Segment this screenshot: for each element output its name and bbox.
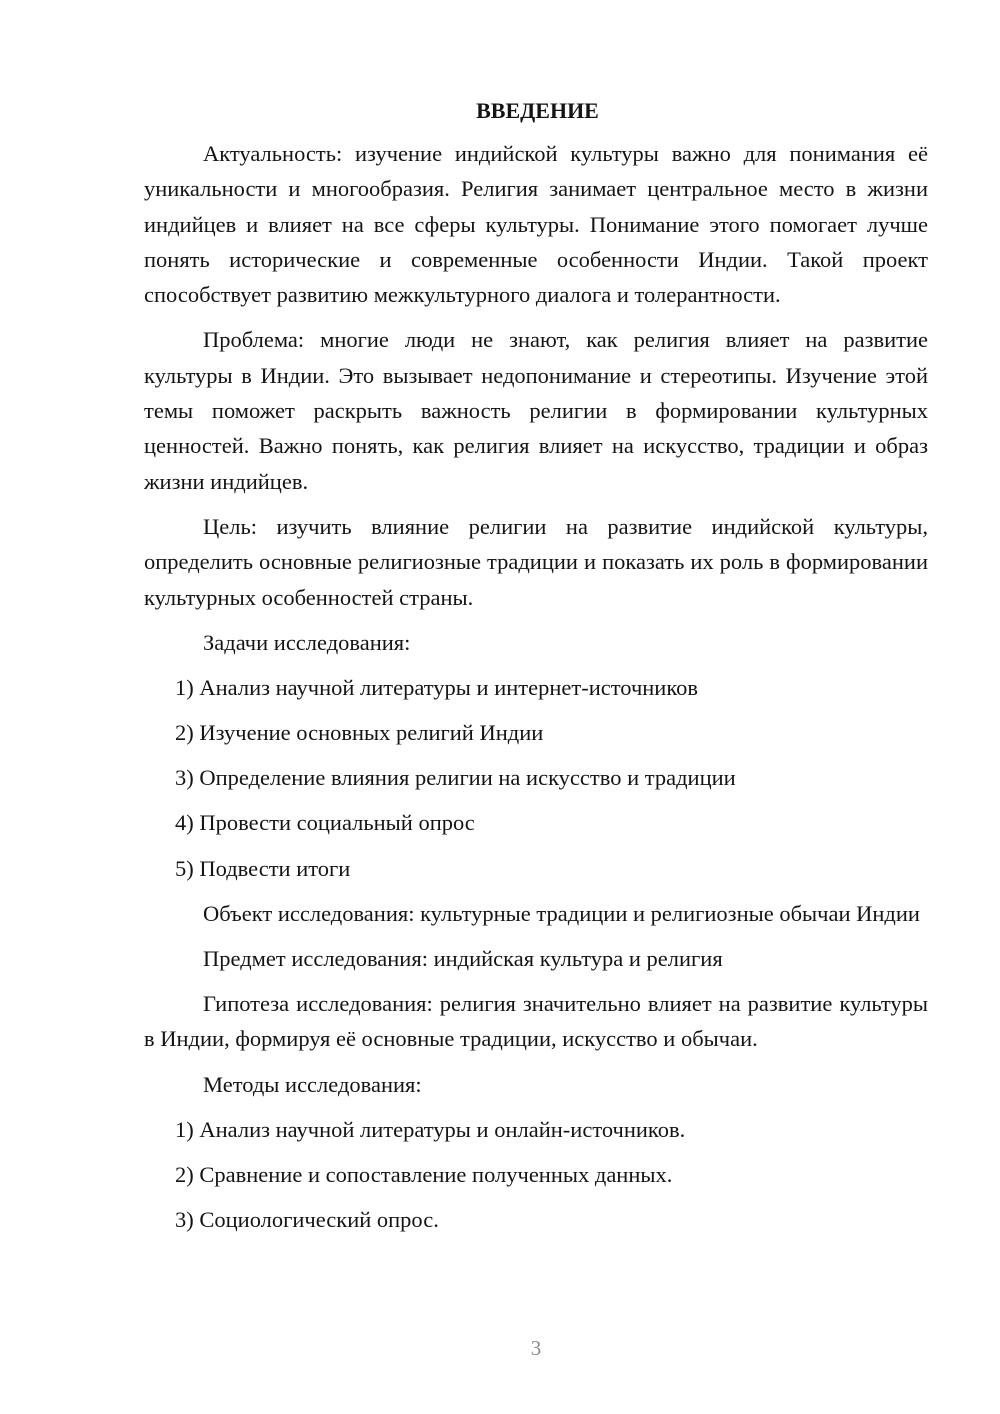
methods-heading: Методы исследования:	[203, 1071, 422, 1097]
problem-paragraph: Проблема: многие люди не знают, как религия влияет на развитие культуры в Индии. Это вызывает недопонимание и стереотипы. Изучение этой темы поможет раскрыть важность религии в формировании культурных ценностей. Важно понять, как религия влияет на искусство, традиции и образ жизни индийцев.	[144, 327, 928, 494]
methods-list	[144, 1112, 928, 1248]
goal-paragraph: Цель: изучить влияние религии на развитие индийской культуры, определить основные религиозные традиции и показать их роль в формировании культурных особенностей страны.	[144, 513, 928, 610]
list-item: 2) Изучение основных религий Индии	[175, 720, 544, 746]
subject-paragraph: Предмет исследования: индийская культура и религия	[203, 946, 723, 972]
list-item: 5) Подвести итоги	[175, 855, 351, 881]
list-item: 3) Социологический опрос.	[175, 1207, 439, 1233]
list-item: 4) Провести социальный опрос	[175, 810, 475, 836]
object-paragraph: Объект исследования: культурные традиции и религиозные обычаи Индии	[203, 900, 920, 926]
list-item: 2) Сравнение и сопоставление полученных данных.	[175, 1161, 673, 1187]
page-content	[144, 96, 928, 1247]
page-number: 3	[530, 1336, 542, 1360]
hypothesis-paragraph: Гипотеза исследования: религия значительно влияет на развитие культуры в Индии, формируя её основные традиции, искусство и обычаи.	[144, 991, 928, 1052]
list-item: 1) Анализ научной литературы и интернет-источников	[175, 674, 699, 700]
tasks-list	[144, 670, 928, 896]
relevance-paragraph: Актуальность: изучение индийской культуры важно для понимания её уникальности и многообразия. Религия занимает центральное место в жизни индийцев и влияет на все сферы культуры. Понимание этого помогает лучше понять исторические и современные особенности Индии. Такой проект способствует развитию межкультурного диалога и толерантности.	[144, 141, 928, 308]
list-item: 1) Анализ научной литературы и онлайн-источников.	[175, 1116, 686, 1142]
tasks-heading: Задачи исследования:	[203, 629, 411, 655]
list-item: 3) Определение влияния религии на искусство и традиции	[175, 765, 736, 791]
section-title: ВВЕДЕНИЕ	[476, 98, 599, 123]
